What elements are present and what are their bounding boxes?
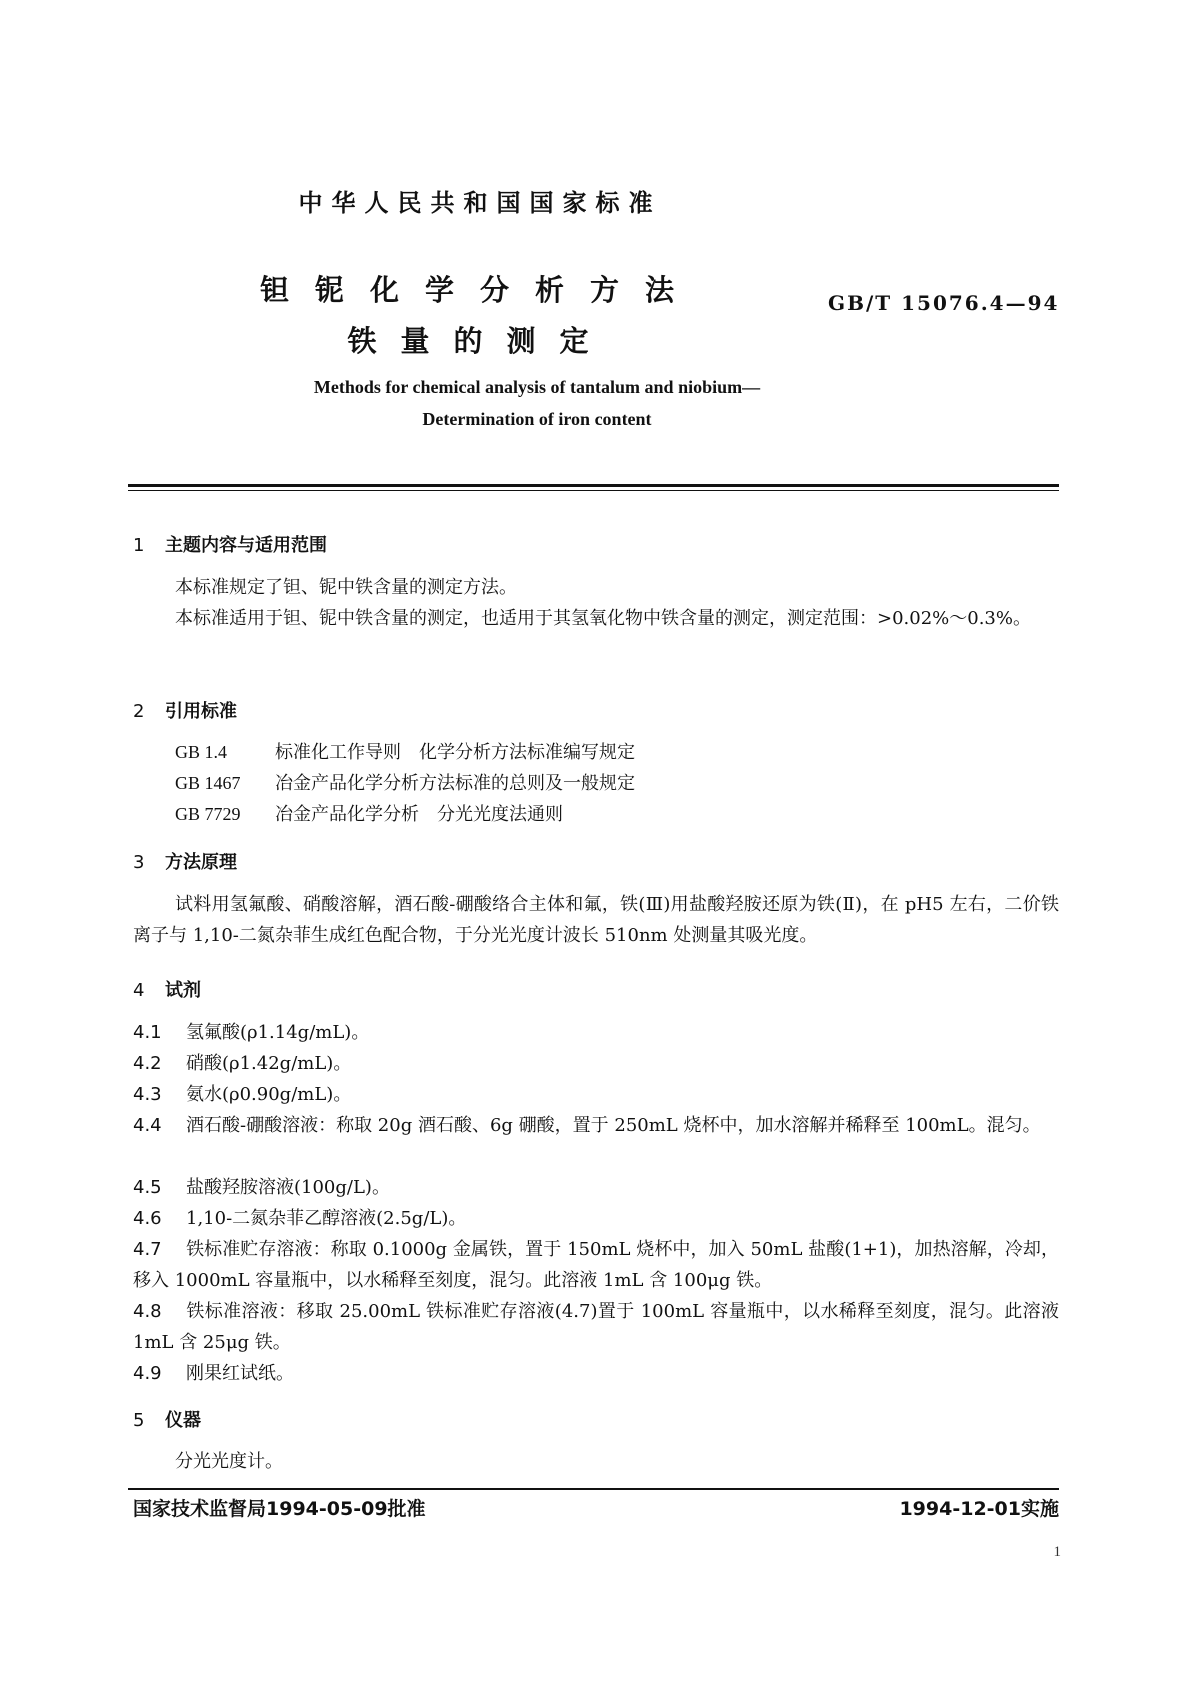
reagent-item xyxy=(133,1048,1059,1079)
section-number: 2 xyxy=(133,701,145,722)
item-text: 1,10-二氮杂菲乙醇溶液(2.5g/L)。 xyxy=(186,1208,467,1229)
section-3-paragraph: 试料用氢氟酸、硝酸溶解，酒石酸-硼酸络合主体和氟，铁(Ⅲ)用盐酸羟胺还原为铁(Ⅱ)，在 pH5 左右，二价铁离子与 1,10-二氮杂菲生成红色配合物，于分光光度计波长 510nm 处测量其吸光度。 xyxy=(133,894,1059,946)
document-title-line1: 钽铌化学分析方法 xyxy=(259,273,700,307)
item-number: 4.7 xyxy=(133,1239,162,1260)
item-number: 4.6 xyxy=(133,1208,162,1229)
header-divider-thin xyxy=(128,490,1059,491)
reference-code: GB 1467 xyxy=(175,773,241,793)
standard-code: GB/T 15076.4—94 xyxy=(828,291,1060,315)
national-standard-heading: 中华人民共和国国家标准 xyxy=(298,189,662,217)
item-text: 硝酸(ρ1.42g/mL)。 xyxy=(186,1053,352,1074)
section-1-paragraph-1: 本标准规定了钽、铌中铁含量的测定方法。 xyxy=(175,577,517,598)
reagent-item xyxy=(133,1358,1059,1389)
section-heading-2 xyxy=(133,697,237,723)
section-number: 1 xyxy=(133,535,145,556)
english-title-line1: Methods for chemical analysis of tantalum and niobium— xyxy=(313,377,761,397)
section-5-paragraph: 分光光度计。 xyxy=(175,1451,283,1472)
section-number: 4 xyxy=(133,980,145,1001)
item-number: 4.3 xyxy=(133,1084,162,1105)
item-text: 氨水(ρ0.90g/mL)。 xyxy=(186,1084,352,1105)
reference-text: 标准化工作导则 化学分析方法标准编写规定 xyxy=(275,742,635,763)
item-text: 铁标准贮存溶液：称取 0.1000g 金属铁，置于 150mL 烧杯中，加入 50mL 盐酸(1+1)，加热溶解，冷却，移入 1000mL 容量瓶中，以水稀释至刻度，混匀。此溶液 1mL 含 100μg 铁。 xyxy=(133,1239,1059,1291)
item-number: 4.2 xyxy=(133,1053,162,1074)
section-title: 引用标准 xyxy=(165,701,237,722)
reference-item xyxy=(175,738,635,764)
footer-divider xyxy=(128,1488,1059,1490)
section-heading-4 xyxy=(133,976,201,1002)
reference-item xyxy=(175,769,635,795)
reference-text: 冶金产品化学分析 分光光度法通则 xyxy=(275,804,563,825)
item-text: 氢氟酸(ρ1.14g/mL)。 xyxy=(186,1022,370,1043)
reagent-item xyxy=(133,1079,1059,1110)
item-number: 4.4 xyxy=(133,1115,162,1136)
header-divider-thick xyxy=(128,484,1059,487)
section-number: 3 xyxy=(133,852,145,873)
section-title: 仪器 xyxy=(165,1410,201,1431)
item-number: 4.1 xyxy=(133,1022,162,1043)
reagent-item xyxy=(133,1296,1059,1358)
section-heading-5 xyxy=(133,1406,201,1432)
reference-item xyxy=(175,800,563,826)
item-number: 4.8 xyxy=(133,1301,162,1322)
reagent-item xyxy=(133,1203,1059,1234)
approval-statement: 国家技术监督局1994-05-09批准 xyxy=(133,1498,426,1520)
reagent-item xyxy=(133,1017,1059,1048)
section-1-paragraph-2: 本标准适用于钽、铌中铁含量的测定，也适用于其氢氧化物中铁含量的测定，测定范围：>0.02%～0.3%。 xyxy=(175,608,1031,629)
section-number: 5 xyxy=(133,1410,145,1431)
reagent-item xyxy=(133,1110,1059,1141)
item-number: 4.5 xyxy=(133,1177,162,1198)
reference-code: GB 7729 xyxy=(175,804,241,824)
item-text: 酒石酸-硼酸溶液：称取 20g 酒石酸、6g 硼酸，置于 250mL 烧杯中，加水溶解并稀释至 100mL。混匀。 xyxy=(186,1115,1041,1136)
section-title: 方法原理 xyxy=(165,852,237,873)
reagent-item xyxy=(133,1234,1059,1296)
document-title-line2: 铁量的测定 xyxy=(347,324,613,358)
reference-code: GB 1.4 xyxy=(175,742,228,762)
item-text: 盐酸羟胺溶液(100g/L)。 xyxy=(186,1177,390,1198)
item-text: 刚果红试纸。 xyxy=(186,1363,294,1384)
page-number: 1 xyxy=(1053,1544,1061,1560)
section-heading-1 xyxy=(133,531,327,557)
item-text: 铁标准溶液：移取 25.00mL 铁标准贮存溶液(4.7)置于 100mL 容量瓶中，以水稀释至刻度，混匀。此溶液 1mL 含 25μg 铁。 xyxy=(133,1301,1059,1353)
item-number: 4.9 xyxy=(133,1363,162,1384)
section-heading-3 xyxy=(133,848,237,874)
reagent-item xyxy=(133,1172,1059,1203)
reference-text: 冶金产品化学分析方法标准的总则及一般规定 xyxy=(275,773,635,794)
section-title: 主题内容与适用范围 xyxy=(165,535,327,556)
english-title-line2: Determination of iron content xyxy=(422,409,652,429)
effective-date: 1994-12-01实施 xyxy=(899,1498,1059,1520)
section-title: 试剂 xyxy=(165,980,201,1001)
